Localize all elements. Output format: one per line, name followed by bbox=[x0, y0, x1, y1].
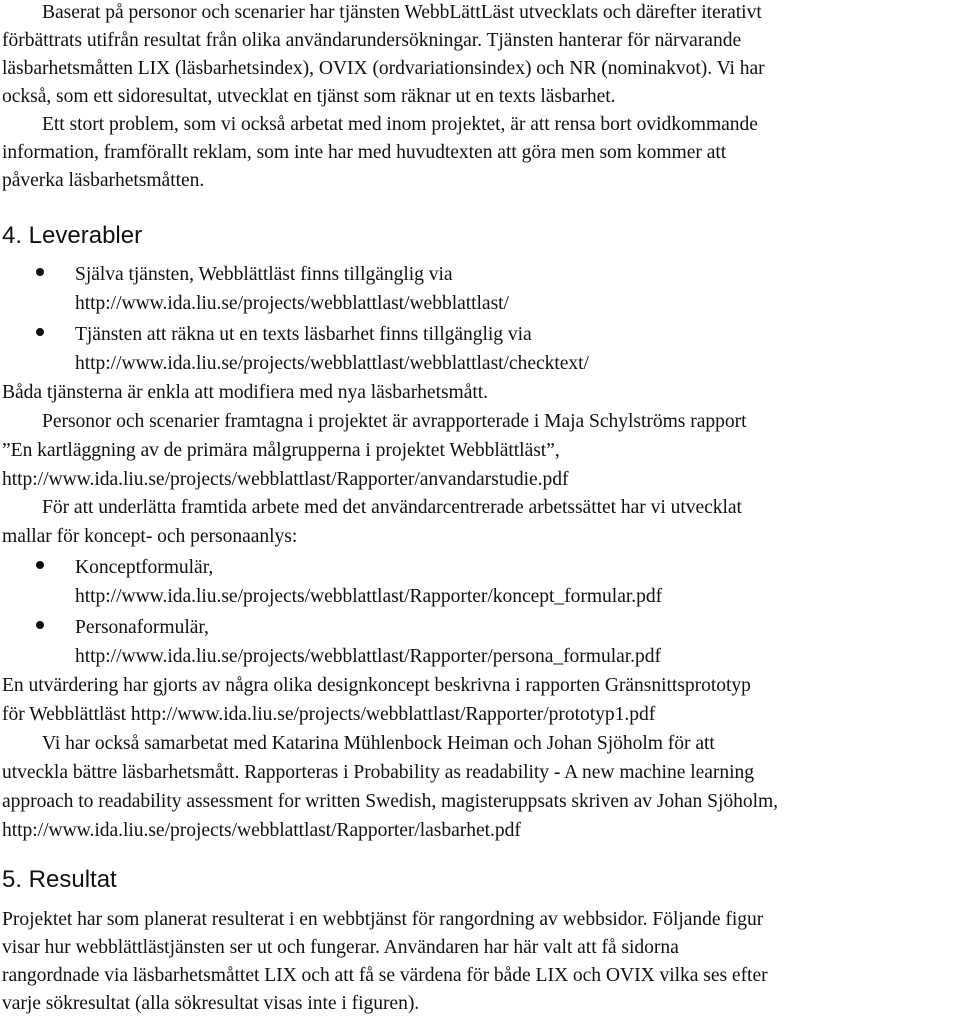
text-line: utveckla bättre läsbarhetsmått. Rapporteras i Probability as readability - A new machine learning bbox=[2, 762, 754, 783]
bullet-icon bbox=[36, 328, 44, 336]
text-line: Personor och scenarier framtagna i projektet är avrapporterade i Maja Schylströms rapport bbox=[42, 411, 747, 432]
link-koncept-formular[interactable]: http://www.ida.liu.se/projects/webblattlast/Rapporter/koncept_formular.pdf bbox=[75, 586, 663, 607]
text-line: rangordnade via läsbarhetsmåttet LIX och att få se värdena för både LIX och OVIX vilka ses efter bbox=[2, 965, 768, 986]
list-item-text: Tjänsten att räkna ut en texts läsbarhet finns tillgänglig via bbox=[75, 324, 532, 345]
list-item-text: Själva tjänsten, Webblättläst finns tillgänglig via bbox=[75, 264, 453, 285]
text-line: En utvärdering har gjorts av några olika designkoncept beskrivna i rapporten Gränsnittsprototyp bbox=[2, 675, 751, 696]
text-line: Projektet har som planerat resulterat i en webbtjänst för rangordning av webbsidor. Följande figur bbox=[2, 909, 764, 930]
link-webblattlast[interactable]: http://www.ida.liu.se/projects/webblattlast/webblattlast/ bbox=[75, 293, 509, 314]
bullet-icon bbox=[36, 621, 44, 629]
text-line: läsbarhetsmåtten LIX (läsbarhetsindex), OVIX (ordvariationsindex) och NR (nominakvot). Vi har bbox=[2, 58, 765, 79]
text-line: förbättrats utifrån resultat från olika användarundersökningar. Tjänsten hanterar för närvarande bbox=[2, 30, 742, 51]
text-line: Båda tjänsterna är enkla att modifiera med nya läsbarhetsmått. bbox=[2, 382, 489, 403]
bullet-icon bbox=[36, 561, 44, 569]
link-prototyp1[interactable]: för Webblättläst http://www.ida.liu.se/projects/webblattlast/Rapporter/prototyp1.pdf bbox=[2, 704, 656, 725]
text-line: också, som ett sidoresultat, utvecklat en tjänst som räknar ut en texts läsbarhet. bbox=[2, 86, 616, 107]
text-line: information, framförallt reklam, som inte har med huvudtexten att göra men som kommer att bbox=[2, 142, 727, 163]
list-item-text: Personaformulär, bbox=[75, 617, 209, 638]
text-line: påverka läsbarhetsmåtten. bbox=[2, 170, 205, 191]
link-lasbarhet[interactable]: http://www.ida.liu.se/projects/webblattlast/Rapporter/lasbarhet.pdf bbox=[2, 820, 521, 841]
bullet-icon bbox=[36, 268, 44, 276]
text-line: mallar för koncept- och personaanlys: bbox=[2, 526, 298, 547]
text-line: ”En kartläggning av de primära målgrupperna i projektet Webblättläst”, bbox=[2, 440, 560, 461]
text-line: varje sökresultat (alla sökresultat visas inte i figuren). bbox=[2, 993, 420, 1014]
text-line: visar hur webblättlästjänsten ser ut och fungerar. Användaren har här valt att få sidorna bbox=[2, 937, 679, 958]
list-item-text: Konceptformulär, bbox=[75, 557, 214, 578]
text-line: approach to readability assessment for written Swedish, magisteruppsats skriven av Johan Sjöholm, bbox=[2, 791, 779, 812]
section-heading-resultat: 5. Resultat bbox=[2, 866, 117, 893]
text-line: För att underlätta framtida arbete med det användarcentrerade arbetssättet har vi utvecklat bbox=[42, 497, 742, 518]
text-line: Baserat på personor och scenarier har tjänsten WebbLättLäst utvecklats och därefter iterativt bbox=[42, 2, 762, 23]
link-persona-formular[interactable]: http://www.ida.liu.se/projects/webblattlast/Rapporter/persona_formular.pdf bbox=[75, 646, 661, 667]
link-checktext[interactable]: http://www.ida.liu.se/projects/webblattlast/webblattlast/checktext/ bbox=[75, 353, 589, 374]
text-line: Ett stort problem, som vi också arbetat med inom projektet, är att rensa bort ovidkommande bbox=[42, 114, 758, 135]
link-anvandarstudie[interactable]: http://www.ida.liu.se/projects/webblattlast/Rapporter/anvandarstudie.pdf bbox=[2, 469, 569, 490]
section-heading-leverabler: 4. Leverabler bbox=[2, 222, 143, 249]
text-line: Vi har också samarbetat med Katarina Mühlenbock Heiman och Johan Sjöholm för att bbox=[42, 733, 715, 754]
